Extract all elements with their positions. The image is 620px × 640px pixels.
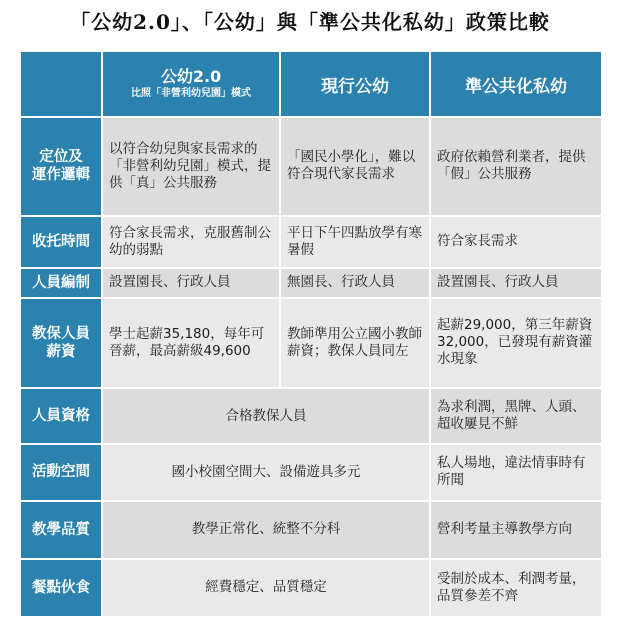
cell-public2: 以符合幼兒與家長需求的「非營利幼兒園」模式，提供「真」公共服務: [102, 117, 280, 215]
header-public2: [102, 51, 280, 117]
table-row: [20, 268, 602, 298]
cell-shared: 教學正常化、統整不分科: [102, 501, 430, 559]
cell-quasi: 起薪29,000，第三年薪資32,000，已發現有薪資灌水現象: [430, 298, 602, 388]
row-label: 定位及 運作邏輯: [20, 117, 102, 215]
row-label: 活動空間: [20, 444, 102, 500]
row-label: 教學品質: [20, 501, 102, 559]
cell-public2: 符合家長需求，克服舊制公幼的弱點: [102, 216, 280, 268]
cell-shared: 國小校園空間大、設備遊具多元: [102, 444, 430, 500]
cell-quasi: 營利考量主導教學方向: [430, 501, 602, 559]
header-public-name: 現行公幼: [321, 76, 389, 97]
header-quasi: [430, 51, 602, 117]
table-row: [20, 388, 602, 444]
table-row: [20, 298, 602, 388]
table-row: [20, 117, 602, 215]
cell-quasi: 為求利潤，黑牌、人頭、超收屢見不鮮: [430, 388, 602, 444]
cell-shared: 經費穩定、品質穩定: [102, 559, 430, 617]
cell-quasi: 私人場地，違法情事時有所聞: [430, 444, 602, 500]
cell-shared: 合格教保人員: [102, 388, 430, 444]
table-row: [20, 216, 602, 268]
cell-quasi: 受制於成本、利潤考量，品質參差不齊: [430, 559, 602, 617]
cell-public2: 設置園長、行政人員: [102, 268, 280, 298]
cell-public: 教師準用公立國小教師薪資；教保人員同左: [280, 298, 430, 388]
table-row: [20, 444, 602, 500]
header-row: [20, 51, 602, 117]
cell-public: 無園長、行政人員: [280, 268, 430, 298]
header-public: [280, 51, 430, 117]
row-label: 收托時間: [20, 216, 102, 268]
header-public2-name: 公幼2.0: [160, 67, 222, 87]
row-label: 教保人員 薪資: [20, 298, 102, 388]
cell-quasi: 符合家長需求: [430, 216, 602, 268]
cell-public2: 學士起薪35,180，每年可晉薪，最高薪級49,600: [102, 298, 280, 388]
cell-public: 「國民小學化」，難以符合現代家長需求: [280, 117, 430, 215]
header-corner: [20, 51, 102, 117]
cell-quasi: 政府依賴營利業者，提供「假」公共服務: [430, 117, 602, 215]
header-public2-sub: 比照「非營利幼兒園」模式: [131, 88, 251, 100]
table-row: [20, 501, 602, 559]
row-label: 人員編制: [20, 268, 102, 298]
comparison-table: [19, 50, 601, 618]
row-label: 餐點伙食: [20, 559, 102, 617]
page-title: 「公幼2.0」、「公幼」與「準公共化私幼」政策比較: [70, 10, 550, 34]
table-row: [20, 559, 602, 617]
row-label: 人員資格: [20, 388, 102, 444]
header-quasi-name: 準公共化私幼: [465, 76, 567, 97]
cell-quasi: 設置園長、行政人員: [430, 268, 602, 298]
cell-public: 平日下午四點放學有寒暑假: [280, 216, 430, 268]
